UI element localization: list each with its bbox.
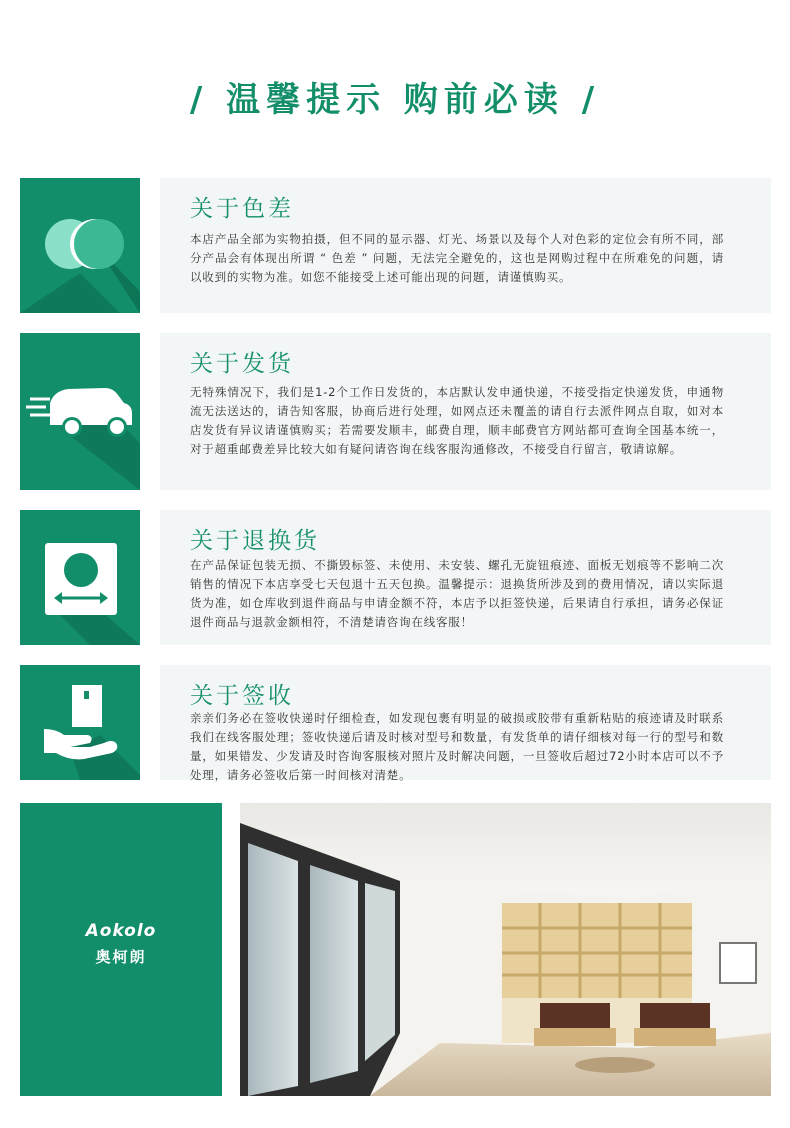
brand-tile: [20, 803, 222, 1096]
section-title: 关于退换货: [190, 528, 320, 554]
receipt-icon-tile: [20, 665, 140, 780]
section-text: 本店产品全部为实物拍摄，但不同的显示器、灯光、场景以及每个人对色彩的定位会有所不同，部分产品会有体现出所谓 “ 色差 ” 问题，无法完全避免的，这也是网购过程中在所难免的问题，请以收到的实物为准。如您不能接受上述可能出现的问题，请谨慎购买。: [190, 232, 724, 284]
section-title: 关于签收: [190, 683, 294, 709]
section-text: 亲亲们务必在签收快递时仔细检查，如发现包裹有明显的破损或胶带有重新粘贴的痕迹请及时联系我们在线客服处理；签收快递后请及时核对型号和数量，有发货单的请仔细核对每一行的型号和数量，如果错发、少发请及时咨询客服核对照片及时解决问题，一旦签收后超过72小时本店可以不予处理，请务必签收后第一时间核对清楚。: [190, 711, 724, 782]
delivery-truck-icon: [20, 333, 140, 490]
shipping-icon-tile: [20, 333, 140, 490]
page-title: / 温馨提示 购前必读 /: [189, 80, 601, 120]
color-icon-tile: [20, 178, 140, 313]
section-title: 关于发货: [190, 351, 294, 377]
return-icon-tile: [20, 510, 140, 645]
return-section-card: [160, 510, 771, 645]
receipt-section-card: [160, 665, 771, 780]
color-section-card: [160, 178, 771, 313]
living-room-photo: [240, 803, 771, 1096]
brand-name-cn: 奥柯朗: [95, 948, 147, 966]
exchange-icon: [20, 510, 140, 645]
shipping-section-card: [160, 333, 771, 490]
section-text: 无特殊情况下，我们是1-2个工作日发货的，本店默认发申通快递，不接受指定快递发货，申通物流无法送达的，请告知客服，协商后进行处理，如网点还未覆盖的请自行去派件网点自取，如对本店发货有异议请谨慎购买；若需要发顺丰，邮费自理，顺丰邮费官方网站都可查询全国基本统一，对于超重邮费差异比较大如有疑问请咨询在线客服沟通修改，不接受自行留言，敬请谅解。: [190, 385, 724, 456]
section-title: 关于色差: [190, 196, 294, 222]
package-hand-icon: [20, 665, 140, 780]
brand-logo-text: Aokolo: [85, 921, 157, 941]
color-circles-icon: [20, 178, 140, 313]
section-text: 在产品保证包装无损、不撕毁标签、未使用、未安装、螺孔无旋钮痕迹、面板无划痕等不影响二次销售的情况下本店享受七天包退十五天包换。温馨提示：退换货所涉及到的费用情况，请以实际退货为准，如仓库收到退件商品与申请金额不符，本店予以拒签快递，后果请自行承担，请务必保证退件商品与退款金额相符，不清楚请咨询在线客服！: [190, 558, 724, 629]
